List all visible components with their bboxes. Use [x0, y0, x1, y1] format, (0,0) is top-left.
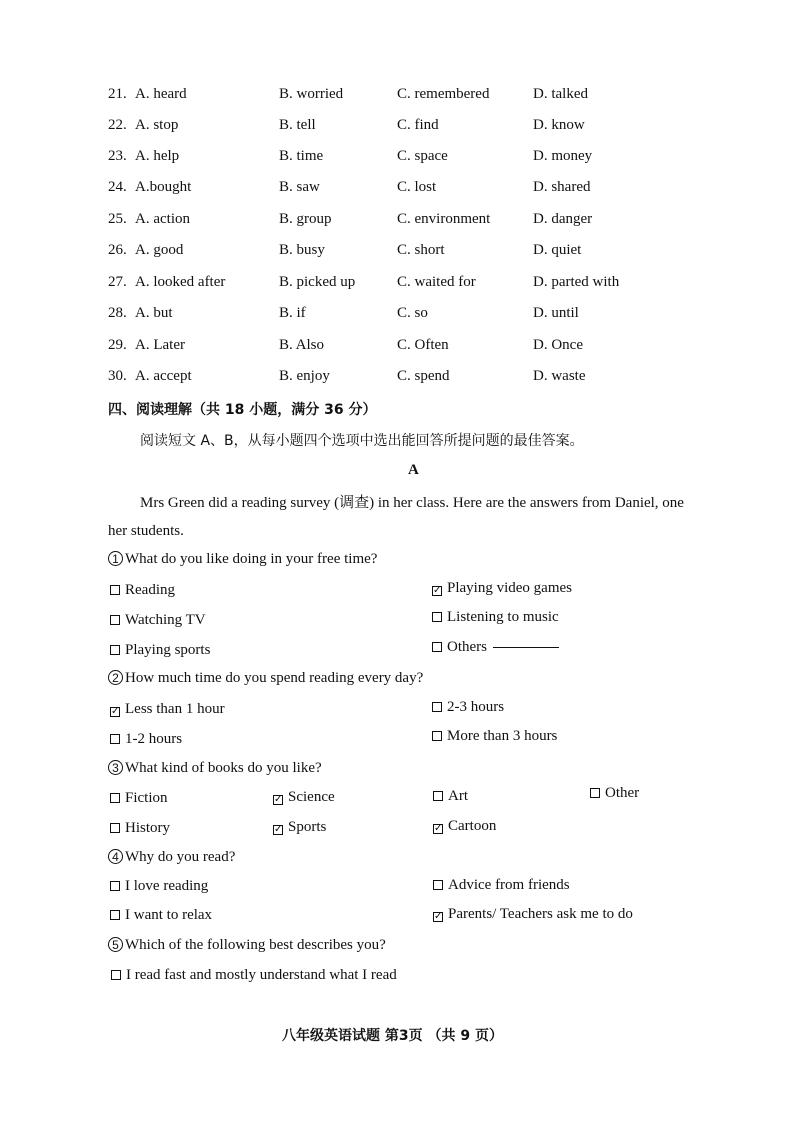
checkbox-icon[interactable]: [432, 642, 442, 652]
question-number: 21.: [108, 86, 127, 102]
option-label: Other: [605, 785, 640, 801]
option-b: B. busy: [279, 242, 325, 258]
question-number: 27.: [108, 274, 127, 290]
survey-option[interactable]: [110, 907, 212, 924]
cloze-row: [108, 305, 708, 325]
option-d: D. quiet: [533, 242, 582, 258]
option-a: A. but: [135, 305, 173, 321]
passage-line: her students.: [108, 523, 184, 539]
question-number: 28.: [108, 305, 127, 321]
option-label: Playing video games: [447, 580, 572, 596]
survey-option[interactable]: [432, 639, 559, 656]
option-label: Others: [447, 639, 487, 655]
survey-question: [108, 551, 377, 568]
checkbox-checked-icon[interactable]: ✓: [274, 824, 283, 835]
option-a: A. Later: [135, 337, 185, 353]
option-label: Sports: [288, 819, 327, 835]
cloze-row: [108, 211, 708, 231]
survey-option[interactable]: [433, 788, 468, 805]
question-number-circle: 4: [108, 849, 123, 864]
option-a: A. help: [135, 148, 180, 164]
question-number-circle: 5: [108, 937, 123, 952]
survey-question: [108, 849, 235, 866]
checkbox-icon[interactable]: [110, 823, 120, 833]
option-c: C. spend: [397, 368, 450, 384]
checkbox-checked-icon[interactable]: ✓: [434, 823, 443, 834]
survey-option[interactable]: [433, 818, 496, 835]
option-a: A. looked after: [135, 274, 226, 290]
survey-option[interactable]: [111, 967, 397, 984]
checkbox-icon[interactable]: [111, 970, 121, 980]
option-label: Fiction: [125, 790, 168, 806]
option-d: D. waste: [533, 368, 586, 384]
section-heading: 四、阅读理解（共 18 小题，满分 36 分）: [108, 402, 377, 418]
checkbox-icon[interactable]: [110, 910, 120, 920]
survey-question: [108, 670, 423, 687]
option-a: A. action: [135, 211, 190, 227]
question-number: 26.: [108, 242, 127, 258]
survey-option[interactable]: [432, 728, 557, 745]
option-label: I read fast and mostly understand what I read: [126, 967, 397, 983]
question-number: 23.: [108, 148, 127, 164]
option-a: A. good: [135, 242, 184, 258]
question-number: 22.: [108, 117, 127, 133]
checkbox-icon[interactable]: [432, 731, 442, 741]
checkbox-icon[interactable]: [110, 881, 120, 891]
option-c: C. environment: [397, 211, 491, 227]
option-label: More than 3 hours: [447, 728, 558, 744]
cloze-row: [108, 274, 708, 294]
page-footer: 八年级英语试题 第3页 （共 9 页）: [282, 1028, 503, 1044]
option-d: D. talked: [533, 86, 588, 102]
option-b: B. group: [279, 211, 332, 227]
option-b: B. picked up: [279, 274, 356, 290]
checkbox-icon[interactable]: [110, 645, 120, 655]
option-c: C. so: [397, 305, 428, 321]
checkbox-icon[interactable]: [110, 734, 120, 744]
question-number-circle: 3: [108, 760, 123, 775]
survey-option[interactable]: [273, 789, 335, 806]
option-label: Advice from friends: [448, 877, 570, 893]
checkbox-icon[interactable]: [433, 791, 443, 801]
option-label: History: [125, 820, 170, 836]
cloze-row: [108, 148, 708, 168]
option-label: 2-3 hours: [447, 699, 505, 715]
option-label: I love reading: [125, 878, 209, 894]
survey-option[interactable]: [433, 906, 633, 923]
option-label: Science: [288, 789, 335, 805]
question-number: 30.: [108, 368, 127, 384]
option-label: Art: [448, 788, 468, 804]
option-d: D. know: [533, 117, 585, 133]
option-c: C. Often: [397, 337, 449, 353]
section-instruction: 阅读短文 A、B，从每小题四个选项中选出能回答所提问题的最佳答案。: [140, 433, 584, 449]
survey-option[interactable]: [110, 642, 210, 659]
option-a: A.bought: [135, 179, 192, 195]
survey-option[interactable]: [432, 609, 559, 626]
question-number: 29.: [108, 337, 127, 353]
checkbox-icon[interactable]: [433, 880, 443, 890]
option-b: B. saw: [279, 179, 320, 195]
checkbox-checked-icon[interactable]: ✓: [433, 585, 442, 596]
checkbox-icon[interactable]: [432, 702, 442, 712]
question-text: How much time do you spend reading every day?: [125, 670, 424, 686]
checkbox-checked-icon[interactable]: ✓: [111, 706, 120, 717]
option-b: B. enjoy: [279, 368, 330, 384]
survey-option[interactable]: [110, 790, 168, 807]
passage-line: Mrs Green did a reading survey (调查) in her class. Here are the answers from Daniel, one: [140, 495, 684, 511]
option-c: C. waited for: [397, 274, 476, 290]
cloze-row: [108, 179, 708, 199]
checkbox-icon[interactable]: [110, 793, 120, 803]
option-label: Watching TV: [125, 612, 206, 628]
question-number: 25.: [108, 211, 127, 227]
survey-option[interactable]: [110, 731, 182, 748]
survey-option[interactable]: [110, 582, 175, 599]
option-b: B. if: [279, 305, 306, 321]
option-label: Cartoon: [448, 818, 497, 834]
option-label: Less than 1 hour: [125, 701, 225, 717]
survey-option[interactable]: [432, 580, 572, 597]
question-number: 24.: [108, 179, 127, 195]
question-text: What kind of books do you like?: [125, 760, 322, 776]
question-number-circle: 1: [108, 551, 123, 566]
option-c: C. find: [397, 117, 439, 133]
survey-option[interactable]: [273, 819, 326, 836]
checkbox-icon[interactable]: [432, 612, 442, 622]
checkbox-icon[interactable]: [110, 585, 120, 595]
checkbox-checked-icon[interactable]: ✓: [434, 911, 443, 922]
option-a: A. accept: [135, 368, 192, 384]
option-b: B. time: [279, 148, 324, 164]
option-a: A. heard: [135, 86, 187, 102]
option-label: Playing sports: [125, 642, 211, 658]
option-d: D. danger: [533, 211, 593, 227]
checkbox-checked-icon[interactable]: ✓: [274, 794, 283, 805]
option-c: C. remembered: [397, 86, 490, 102]
option-b: B. Also: [279, 337, 325, 353]
option-c: C. short: [397, 242, 445, 258]
option-label: I want to relax: [125, 907, 213, 923]
cloze-row: [108, 242, 708, 262]
option-d: D. parted with: [533, 274, 620, 290]
question-text: Why do you read?: [125, 849, 236, 865]
cloze-row: [108, 337, 708, 357]
option-c: C. lost: [397, 179, 437, 195]
option-d: D. Once: [533, 337, 583, 353]
option-b: B. worried: [279, 86, 344, 102]
cloze-row: [108, 86, 708, 106]
option-label: Listening to music: [447, 609, 559, 625]
option-d: D. money: [533, 148, 593, 164]
option-b: B. tell: [279, 117, 316, 133]
survey-question: [108, 760, 322, 777]
survey-option[interactable]: [590, 785, 639, 802]
option-label: 1-2 hours: [125, 731, 183, 747]
question-text: What do you like doing in your free time?: [125, 551, 378, 567]
option-label: Reading: [125, 582, 175, 598]
survey-option[interactable]: [110, 701, 225, 718]
option-d: D. until: [533, 305, 579, 321]
question-text: Which of the following best describes you?: [125, 937, 386, 953]
checkbox-icon[interactable]: [110, 615, 120, 625]
option-label: Parents/ Teachers ask me to do: [448, 906, 633, 922]
option-c: C. space: [397, 148, 448, 164]
question-number-circle: 2: [108, 670, 123, 685]
survey-option[interactable]: [110, 878, 208, 895]
survey-option[interactable]: [110, 820, 170, 837]
passage-label: A: [408, 462, 419, 478]
fill-in-blank[interactable]: [493, 647, 559, 648]
option-a: A. stop: [135, 117, 179, 133]
option-d: D. shared: [533, 179, 591, 195]
survey-option[interactable]: [433, 877, 570, 894]
survey-question: [108, 937, 386, 954]
cloze-row: [108, 368, 708, 388]
cloze-row: [108, 117, 708, 137]
checkbox-icon[interactable]: [590, 788, 600, 798]
survey-option[interactable]: [432, 699, 504, 716]
survey-option[interactable]: [110, 612, 206, 629]
